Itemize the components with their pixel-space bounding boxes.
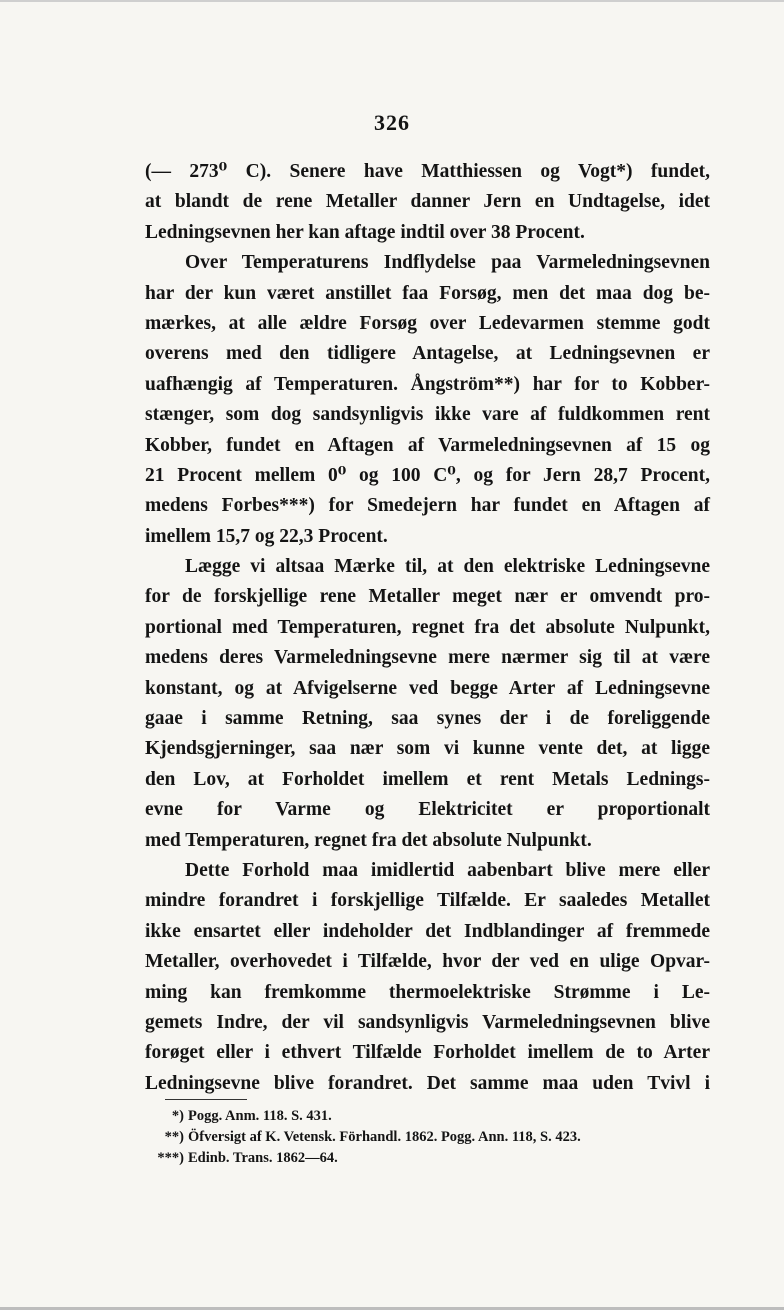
scan-top-edge <box>0 0 784 2</box>
text-line: konstant, og at Afvigelserne ved begge Arter af Ledningsevne <box>145 677 710 699</box>
text-line: mærkes, at alle ældre Forsøg over Ledevarmen stemme godt <box>145 312 710 334</box>
text-line: Kobber, fundet en Aftagen af Varmeledningsevnen af 15 og <box>145 434 710 456</box>
text-line: Ledningsevne blive forandret. Det samme maa uden Tvivl i <box>145 1072 710 1094</box>
footnote <box>150 1148 710 1169</box>
text-line: Ledningsevnen her kan aftage indtil over 38 Procent. <box>145 221 585 243</box>
text-line: (— 273⁰ C). Senere have Matthiessen og Vogt*) fundet, <box>145 161 710 182</box>
footnote <box>150 1106 710 1127</box>
text-line: Kjendsgjerninger, saa nær som vi kunne vente det, at ligge <box>145 738 710 760</box>
text-line: evne for Varme og Elektricitet er proportionalt <box>145 799 710 821</box>
footnote-text: Pogg. Anm. 118. S. 431. <box>188 1108 332 1124</box>
text-line: gaae i samme Retning, saa synes der i de foreliggende <box>145 708 710 730</box>
text-line: ikke ensartet eller indeholder det Indblandinger af fremmede <box>145 920 710 942</box>
text-line: har der kun været anstillet faa Forsøg, men det maa dog be- <box>145 282 710 304</box>
footnotes <box>150 1106 710 1169</box>
text-line: imellem 15,7 og 22,3 Procent. <box>145 525 388 547</box>
text-line: Dette Forhold maa imidlertid aabenbart blive mere eller <box>185 859 710 881</box>
text-line: stænger, som dog sandsynligvis ikke vare af fuldkommen rent <box>145 404 710 426</box>
text-line: forøget eller i ethvert Tilfælde Forholdet imellem de to Arter <box>145 1042 710 1064</box>
footnote-rule <box>165 1099 247 1100</box>
text-line: at blandt de rene Metaller danner Jern en Undtagelse, idet <box>145 191 710 213</box>
text-line: medens Forbes***) for Smedejern har fundet en Aftagen af <box>145 495 710 517</box>
text-line: Metaller, overhovedet i Tilfælde, hvor der ved en ulige Opvar- <box>145 951 710 973</box>
body-text <box>145 157 710 1099</box>
text-line: gemets Indre, der vil sandsynligvis Varmeledningsevnen blive <box>145 1011 710 1033</box>
text-line: den Lov, at Forholdet imellem et rent Metals Lednings- <box>145 768 710 790</box>
footnote-mark: **) <box>164 1129 184 1145</box>
text-line: Over Temperaturens Indflydelse paa Varmeledningsevnen <box>185 252 710 274</box>
text-line: ming kan fremkomme thermoelektriske Strømme i Le- <box>145 981 710 1003</box>
text-line: med Temperaturen, regnet fra det absolute Nulpunkt. <box>145 829 592 851</box>
footnote-mark: ***) <box>157 1150 184 1166</box>
text-line: 21 Procent mellem 0⁰ og 100 C⁰, og for Jern 28,7 Procent, <box>145 464 710 486</box>
footnote-text: Edinb. Trans. 1862—64. <box>188 1150 338 1166</box>
footnote-text: Öfversigt af K. Vetensk. Förhandl. 1862. Pogg. Ann. 118, S. 423. <box>188 1129 581 1145</box>
text-line: medens deres Varmeledningsevne mere nærmer sig til at være <box>145 647 710 669</box>
page-number: 326 <box>374 110 410 135</box>
text-line: Lægge vi altsaa Mærke til, at den elektriske Ledningsevne <box>185 556 710 578</box>
text-line: mindre forandret i forskjellige Tilfælde. Er saaledes Metallet <box>145 890 710 912</box>
text-line: portional med Temperaturen, regnet fra det absolute Nulpunkt, <box>145 616 710 638</box>
footnote <box>150 1127 710 1148</box>
text-line: for de forskjellige rene Metaller meget nær er omvendt pro- <box>145 586 710 608</box>
footnote-mark: *) <box>171 1108 184 1124</box>
text-line: overens med den tidligere Antagelse, at Ledningsevnen er <box>145 343 710 365</box>
text-line: uafhængig af Temperaturen. Ångström**) har for to Kobber- <box>145 373 710 395</box>
